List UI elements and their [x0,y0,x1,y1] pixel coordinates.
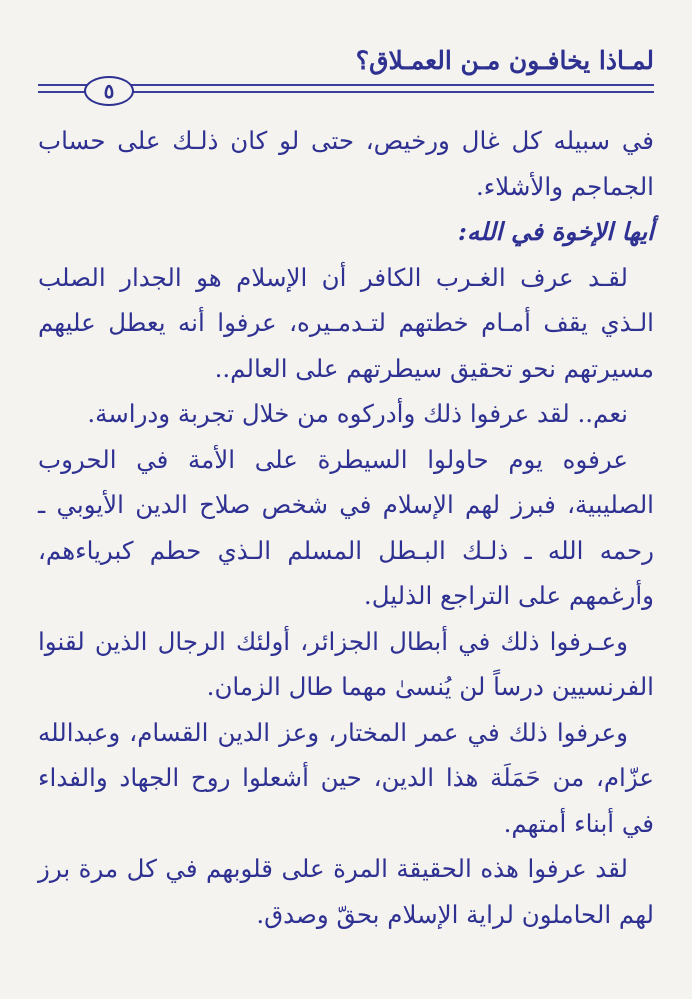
paragraph: عرفوه يوم حاولوا السيطرة على الأمة في الحروب الصليبية، فبرز لهم الإسلام في شخص صلاح الدين الأيوبي ـ رحمه الله ـ ذلـك البـطل المسلم الـذي حطم كبرياءهم، وأرغمهم على التراجع الذليل. [38,444,654,610]
paragraph: نعم.. لقد عرفوا ذلك وأدركوه من خلال تجربة ودراسة. [87,399,628,428]
paragraph: وعرفوا ذلك في عمر المختار، وعز الدين القسام، وعبدالله عزّام، من حَمَلَة هذا الدين، حين أشعلوا روح الجهاد والفداء في أبناء أمتهم. [38,717,654,838]
header-rule [38,76,654,110]
paragraph: وعـرفوا ذلك في أبطال الجزائر، أولئك الرجال الذين لقنوا الفرنسيين درساً لن يُنسىٰ مهما طال الزمان. [38,626,654,701]
paragraph: لقد عرفوا هذه الحقيقة المرة على قلوبهم في كل مرة برز لهم الحاملون لراية الإسلام بحقّ وصدق. [38,854,654,929]
body-text [38,118,654,937]
section-heading: أيها الإخوة في الله: [457,217,654,246]
running-header-title: لمـاذا يخافـون مـن العمـلاق؟ [355,46,654,75]
paragraph-continuation: في سبيله كل غال ورخيص، حتى لو كان ذلـك على حساب الجماجم والأشلاء. [38,126,654,201]
page-number-badge: ٥ [84,76,134,106]
paragraph: لقـد عرف الغـرب الكافر أن الإسلام هو الجدار الصلب الـذي يقف أمـام خطتهم لتـدمـيره، عرفوا أنه يعطل عليهم مسيرتهم نحو تحقيق سيطرتهم على العالم.. [38,262,654,383]
